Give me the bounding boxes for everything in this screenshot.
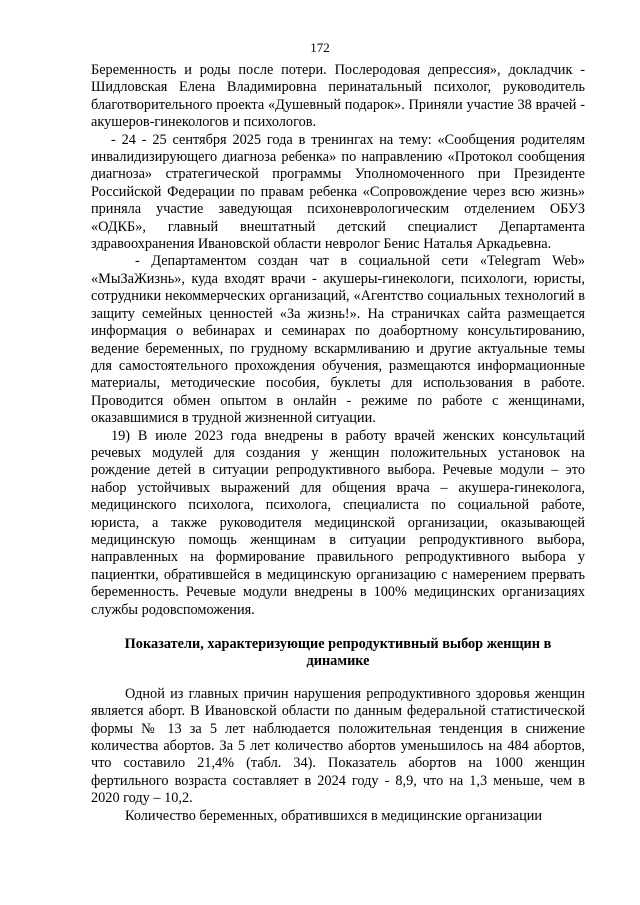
paragraph-continuation: Беременность и роды после потери. Послеродовая депрессия», докладчик - Шидловская Елена Владимировна перинатальный психолог, руководитель благотворительного проекта «Душевный подарок». Приняли участие 38 врачей - акушеров-гинекологов и психологов. (91, 62, 585, 131)
paragraph-speech-modules: 19) В июле 2023 года внедрены в работу врачей женских консультаций речевых модулей для создания у женщин положительных установок на рождение детей в ситуации репродуктивного выбора. Речевые модули – это набор устойчивых выражений для общения врача – акушера-гинеколога, медицинского психолога, психолога, специалиста по социальной работе, юриста, а также руководителя медицинской организации, оказывающей медицинскую помощь женщинам в ситуации репродуктивного выбора, направленных на формирование правильного репродуктивного выбора у пациентки, обратившейся в медицинскую организацию с намерением прервать беременность. Речевые модули внедрены в 100% медицинских организациях службы родовспоможения. (91, 427, 585, 618)
paragraph-abortion-stats: Одной из главных причин нарушения репродуктивного здоровья женщин является аборт. В Ивановской области по данным федеральной статистической формы № 13 за 5 лет наблюдается положительная тенденция в снижение количества абортов. За 5 лет количество абортов уменьшилось на 484 абортов, что составило 21,4% (табл. 34). Показатель абортов на 1000 женщин фертильного возраста составляет в 2024 году - 8,9, что на 1,3 меньше, чем в 2020 году – 10,2. (91, 685, 585, 807)
section-heading: Показатели, характеризующие репродуктивный выбор женщин в динамике (124, 636, 552, 670)
page-number: 172 (310, 40, 330, 55)
paragraph-training: - 24 - 25 сентября 2025 года в тренингах на тему: «Сообщения родителям инвалидизирующего диагноза ребенка» по направлению «Протокол сообщения диагноза» стратегической программы Уполномоченного при Президенте Российской Федерации по правам ребенка «Сопровождение через всю жизнь» приняла участие заведующая психоневрологическим отделением ОБУЗ «ОДКБ», главный внештатный детский специалист Департамента здравоохранения Ивановской области невролог Бенис Наталья Аркадьевна. (91, 131, 585, 253)
paragraph-telegram-chat: - Департаментом создан чат в социальной сети «Telegram Web» «МыЗаЖизнь», куда входят врачи - акушеры-гинекологи, психологи, юристы, сотрудники некоммерческих организаций, «Агентство социальных технологий в защиту семейных ценностей «За жизнь!». На страничках сайта размещается информация о вебинарах и семинарах по доабортному консультированию, ведение беременных, по грудному вскармливанию и другие актуальные темы для самостоятельного прохождения обучения, размещаются информационные материалы, методические пособия, буклеты для использования в работе. Проводится обмен опытом в онлайн - режиме по работе с женщинами, оказавшимися в трудной жизненной ситуации. (91, 253, 585, 427)
document-body (91, 62, 585, 825)
paragraph-pregnant-count: Количество беременных, обратившихся в медицинские организации (125, 807, 543, 824)
